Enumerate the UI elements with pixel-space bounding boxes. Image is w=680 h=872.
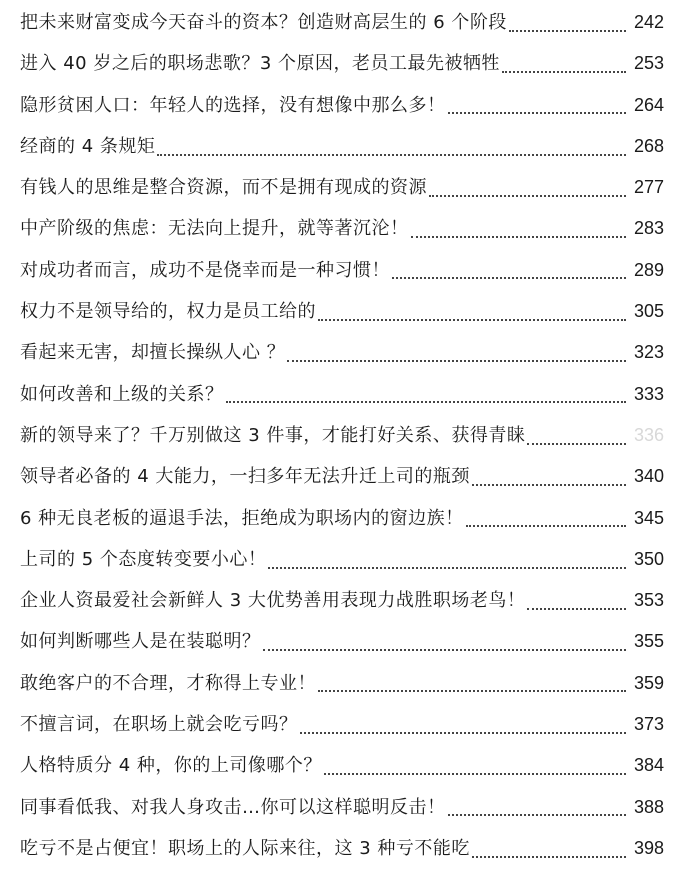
- dot-leader: [527, 443, 626, 445]
- toc-entry-page: 323: [633, 342, 664, 363]
- dot-leader: [226, 401, 627, 403]
- dot-leader: [324, 773, 626, 775]
- toc-entry[interactable]: [0, 745, 680, 786]
- dot-leader: [466, 525, 626, 527]
- toc-entry-title: 把未来财富变成今天奋斗的资本？创造财高层生的 6 个阶段: [20, 12, 507, 33]
- toc-entry-title: 领导者必备的 4 大能力，一扫多年无法升迁上司的瓶颈: [20, 466, 470, 488]
- toc-entry-page: 253: [633, 53, 664, 74]
- toc-entry-title: 对成功者而言，成功不是侥幸而是一种习惯！: [20, 259, 390, 281]
- toc-entry-title: 上司的 5 个态度转变要小心！: [20, 548, 267, 570]
- toc-entry-title: 人格特质分 4 种，你的上司像哪个？: [20, 755, 322, 777]
- toc-entry-page: 340: [633, 466, 664, 487]
- toc-entry[interactable]: [0, 85, 680, 126]
- toc-entry[interactable]: [0, 250, 680, 291]
- toc-entry[interactable]: [0, 787, 680, 828]
- toc-entry-title: 权力不是领导给的，权力是员工给的: [20, 301, 316, 323]
- dot-leader: [300, 732, 627, 734]
- toc-entry-page: 355: [633, 631, 664, 652]
- toc-entry[interactable]: [0, 456, 680, 497]
- dot-leader: [263, 649, 627, 651]
- toc-entry-page: 345: [633, 507, 664, 528]
- toc-entry-page: 289: [633, 259, 664, 280]
- toc-entry[interactable]: [0, 704, 680, 745]
- dot-leader: [502, 71, 626, 73]
- toc-entry[interactable]: [0, 167, 680, 208]
- dot-leader: [318, 319, 626, 321]
- toc-entry-page: 264: [633, 94, 664, 115]
- dot-leader: [448, 112, 627, 114]
- toc-entry-page: 388: [633, 796, 664, 817]
- toc-entry-title: 进入 40 岁之后的职场悲歌？3 个原因，老员工最先被牺牲: [20, 53, 501, 75]
- dot-leader: [527, 608, 626, 610]
- toc-entry[interactable]: [0, 663, 680, 704]
- toc-entry-page: 242: [633, 12, 664, 32]
- dot-leader: [268, 567, 626, 569]
- toc-entry-title: 经商的 4 条规矩: [20, 135, 156, 157]
- toc-entry-title: 6 种无良老板的逼退手法，拒绝成为职场内的窗边族！: [20, 507, 464, 529]
- toc-entry-title: 如何改善和上级的关系？: [20, 383, 224, 405]
- toc-entry-page: 305: [633, 301, 664, 322]
- dot-leader: [318, 690, 626, 692]
- toc-entry[interactable]: [0, 621, 680, 662]
- toc-entry[interactable]: [0, 374, 680, 415]
- toc-entry-title: 中产阶级的焦虑：无法向上提升，就等著沉沦！: [20, 218, 409, 240]
- toc-entry-title: 企业人资最爱社会新鲜人 3 大优势善用表现力战胜职场老鸟！: [20, 590, 526, 612]
- dot-leader: [287, 360, 626, 362]
- toc-entry[interactable]: [0, 43, 680, 84]
- toc-entry-page: 277: [633, 177, 664, 198]
- toc-entry-page: 336: [633, 424, 664, 445]
- toc-entry[interactable]: [0, 498, 680, 539]
- dot-leader: [392, 277, 626, 279]
- toc-entry-page: 384: [633, 755, 664, 776]
- toc-entry-page: 283: [633, 218, 664, 239]
- toc-entry-title: 吃亏不是占便宜！职场上的人际来往，这 3 种亏不能吃: [20, 837, 470, 859]
- toc-entry[interactable]: [0, 415, 680, 456]
- toc-entry[interactable]: [0, 580, 680, 621]
- dot-leader: [509, 30, 626, 32]
- toc-entry-page: 350: [633, 548, 664, 569]
- toc-entry-title: 如何判断哪些人是在装聪明？: [20, 631, 261, 653]
- toc-entry-page: 359: [633, 672, 664, 693]
- dot-leader: [448, 814, 627, 816]
- dot-leader: [411, 236, 627, 238]
- toc-entry[interactable]: [0, 332, 680, 373]
- toc-entry-page: 333: [633, 383, 664, 404]
- toc-entry[interactable]: [0, 828, 680, 869]
- toc-entry[interactable]: [0, 539, 680, 580]
- toc-entry-title: 敢绝客户的不合理，才称得上专业！: [20, 672, 316, 694]
- dot-leader: [472, 484, 626, 486]
- toc-entry-title: 新的领导来了？千万别做这 3 件事，才能打好关系、获得青睐: [20, 424, 526, 446]
- toc-entry[interactable]: [0, 291, 680, 332]
- dot-leader: [157, 154, 626, 156]
- dot-leader: [429, 195, 626, 197]
- toc-entry-page: 373: [633, 714, 664, 735]
- toc-entry[interactable]: [0, 2, 680, 43]
- toc-entry[interactable]: [0, 126, 680, 167]
- toc-entry[interactable]: [0, 208, 680, 249]
- toc-entry-page: 398: [633, 837, 664, 858]
- toc-entry-title: 不擅言词，在职场上就会吃亏吗？: [20, 714, 298, 736]
- toc-entry-title: 隐形贫困人口：年轻人的选择，没有想像中那么多！: [20, 94, 446, 116]
- dot-leader: [472, 856, 626, 858]
- toc-entry-title: 有钱人的思维是整合资源，而不是拥有现成的资源: [20, 177, 427, 199]
- toc-entry-page: 268: [633, 135, 664, 156]
- toc-entry-title: 看起来无害，却擅长操纵人心 ？: [20, 342, 286, 364]
- toc-entry-page: 353: [633, 590, 664, 611]
- toc-entry-title: 同事看低我、对我人身攻击…你可以这样聪明反击！: [20, 796, 446, 818]
